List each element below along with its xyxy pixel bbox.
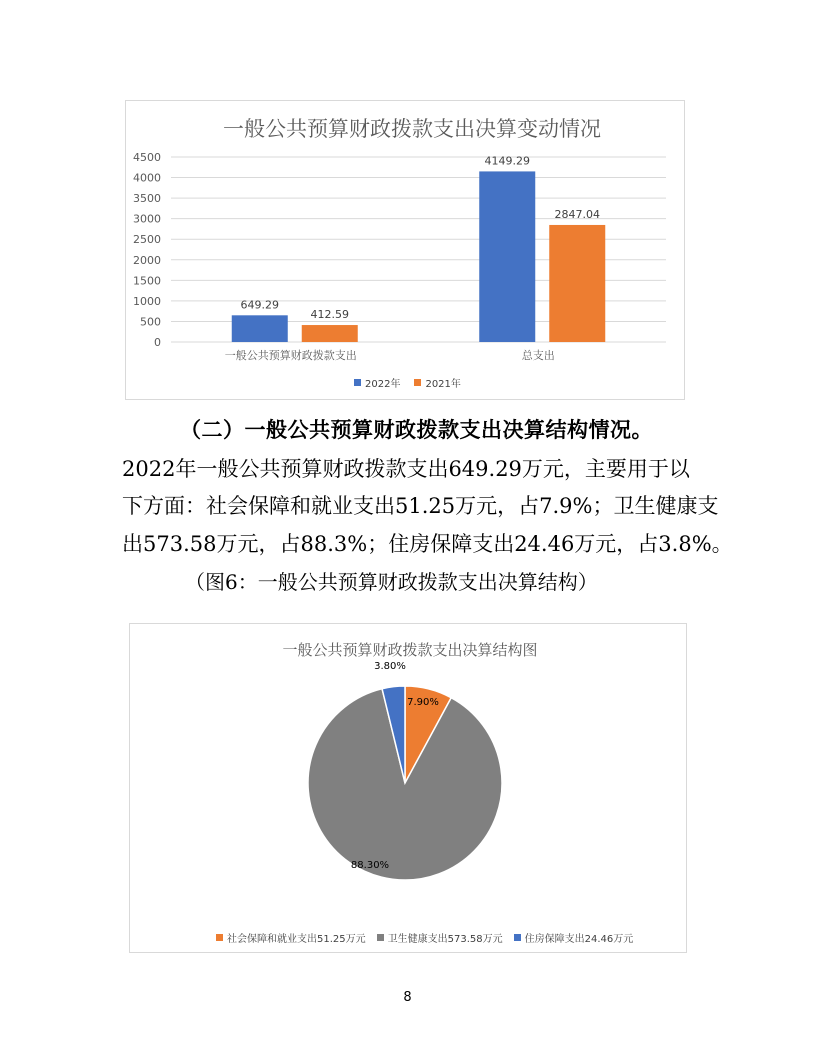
y-tick-label: 3500 [133, 192, 161, 206]
x-tick-label: 总支出 [521, 349, 555, 362]
legend-label-housing: 住房保障支出24.46万元 [524, 934, 634, 945]
bar-chart [125, 100, 685, 400]
bar-data-label: 649.29 [240, 298, 279, 312]
legend-label-health: 卫生健康支出573.58万元 [387, 934, 503, 945]
legend-label-2021: 2021年 [425, 379, 461, 390]
legend-swatch-housing [514, 934, 521, 941]
y-tick-label: 2000 [133, 253, 161, 267]
legend-label-social: 社会保障和就业支出51.25万元 [227, 934, 366, 945]
legend-swatch-2022 [354, 379, 361, 386]
bar-data-label: 4149.29 [484, 154, 530, 168]
bar-2022年-1 [479, 171, 535, 342]
page-number: 8 [403, 990, 412, 1005]
pie-legend [216, 930, 633, 945]
y-tick-label: 1500 [133, 274, 161, 288]
paragraph-line-3: 出573.58万元，占88.3%；住房保障支出24.46万元，占3.8%。 [122, 532, 733, 556]
y-tick-label: 3000 [133, 212, 161, 226]
legend-swatch-social [216, 934, 223, 941]
pie-data-label: 7.90% [407, 697, 439, 708]
bar-2022年-0 [232, 315, 288, 342]
y-tick-label: 0 [154, 336, 161, 349]
y-tick-label: 2500 [133, 233, 161, 247]
pie-chart [129, 623, 687, 953]
bar-2021年-0 [302, 325, 358, 342]
legend-label-2022: 2022年 [365, 379, 401, 390]
y-tick-label: 4000 [133, 171, 161, 185]
y-tick-label: 4500 [133, 151, 161, 164]
legend-swatch-2021 [414, 379, 421, 386]
pie-chart-title: 一般公共预算财政拨款支出决算结构图 [282, 641, 538, 659]
y-tick-label: 500 [140, 315, 161, 329]
legend-swatch-health [377, 934, 384, 941]
y-tick-label: 1000 [133, 294, 161, 308]
pie-chart-svg [130, 624, 688, 954]
paragraph-line-2: 下方面：社会保障和就业支出51.25万元，占7.9%；卫生健康支 [122, 494, 719, 518]
section-heading: （二）一般公共预算财政拨款支出决算结构情况。 [180, 418, 653, 442]
bar-data-label: 2847.04 [554, 207, 600, 221]
bar-chart-svg [126, 101, 686, 401]
pie-data-label: 88.30% [350, 860, 390, 871]
bar-data-label: 412.59 [310, 308, 349, 322]
paragraph-line-1: 2022年一般公共预算财政拨款支出649.29万元，主要用于以 [122, 457, 690, 481]
x-tick-label: 一般公共预算财政拨款支出 [224, 349, 357, 362]
bar-chart-title: 一般公共预算财政拨款支出决算变动情况 [223, 117, 601, 141]
bar-2021年-1 [549, 225, 605, 342]
bar-legend [354, 375, 461, 390]
pie-data-label: 3.80% [374, 661, 406, 672]
figure-caption: （图6：一般公共预算财政拨款支出决算结构） [185, 570, 598, 594]
